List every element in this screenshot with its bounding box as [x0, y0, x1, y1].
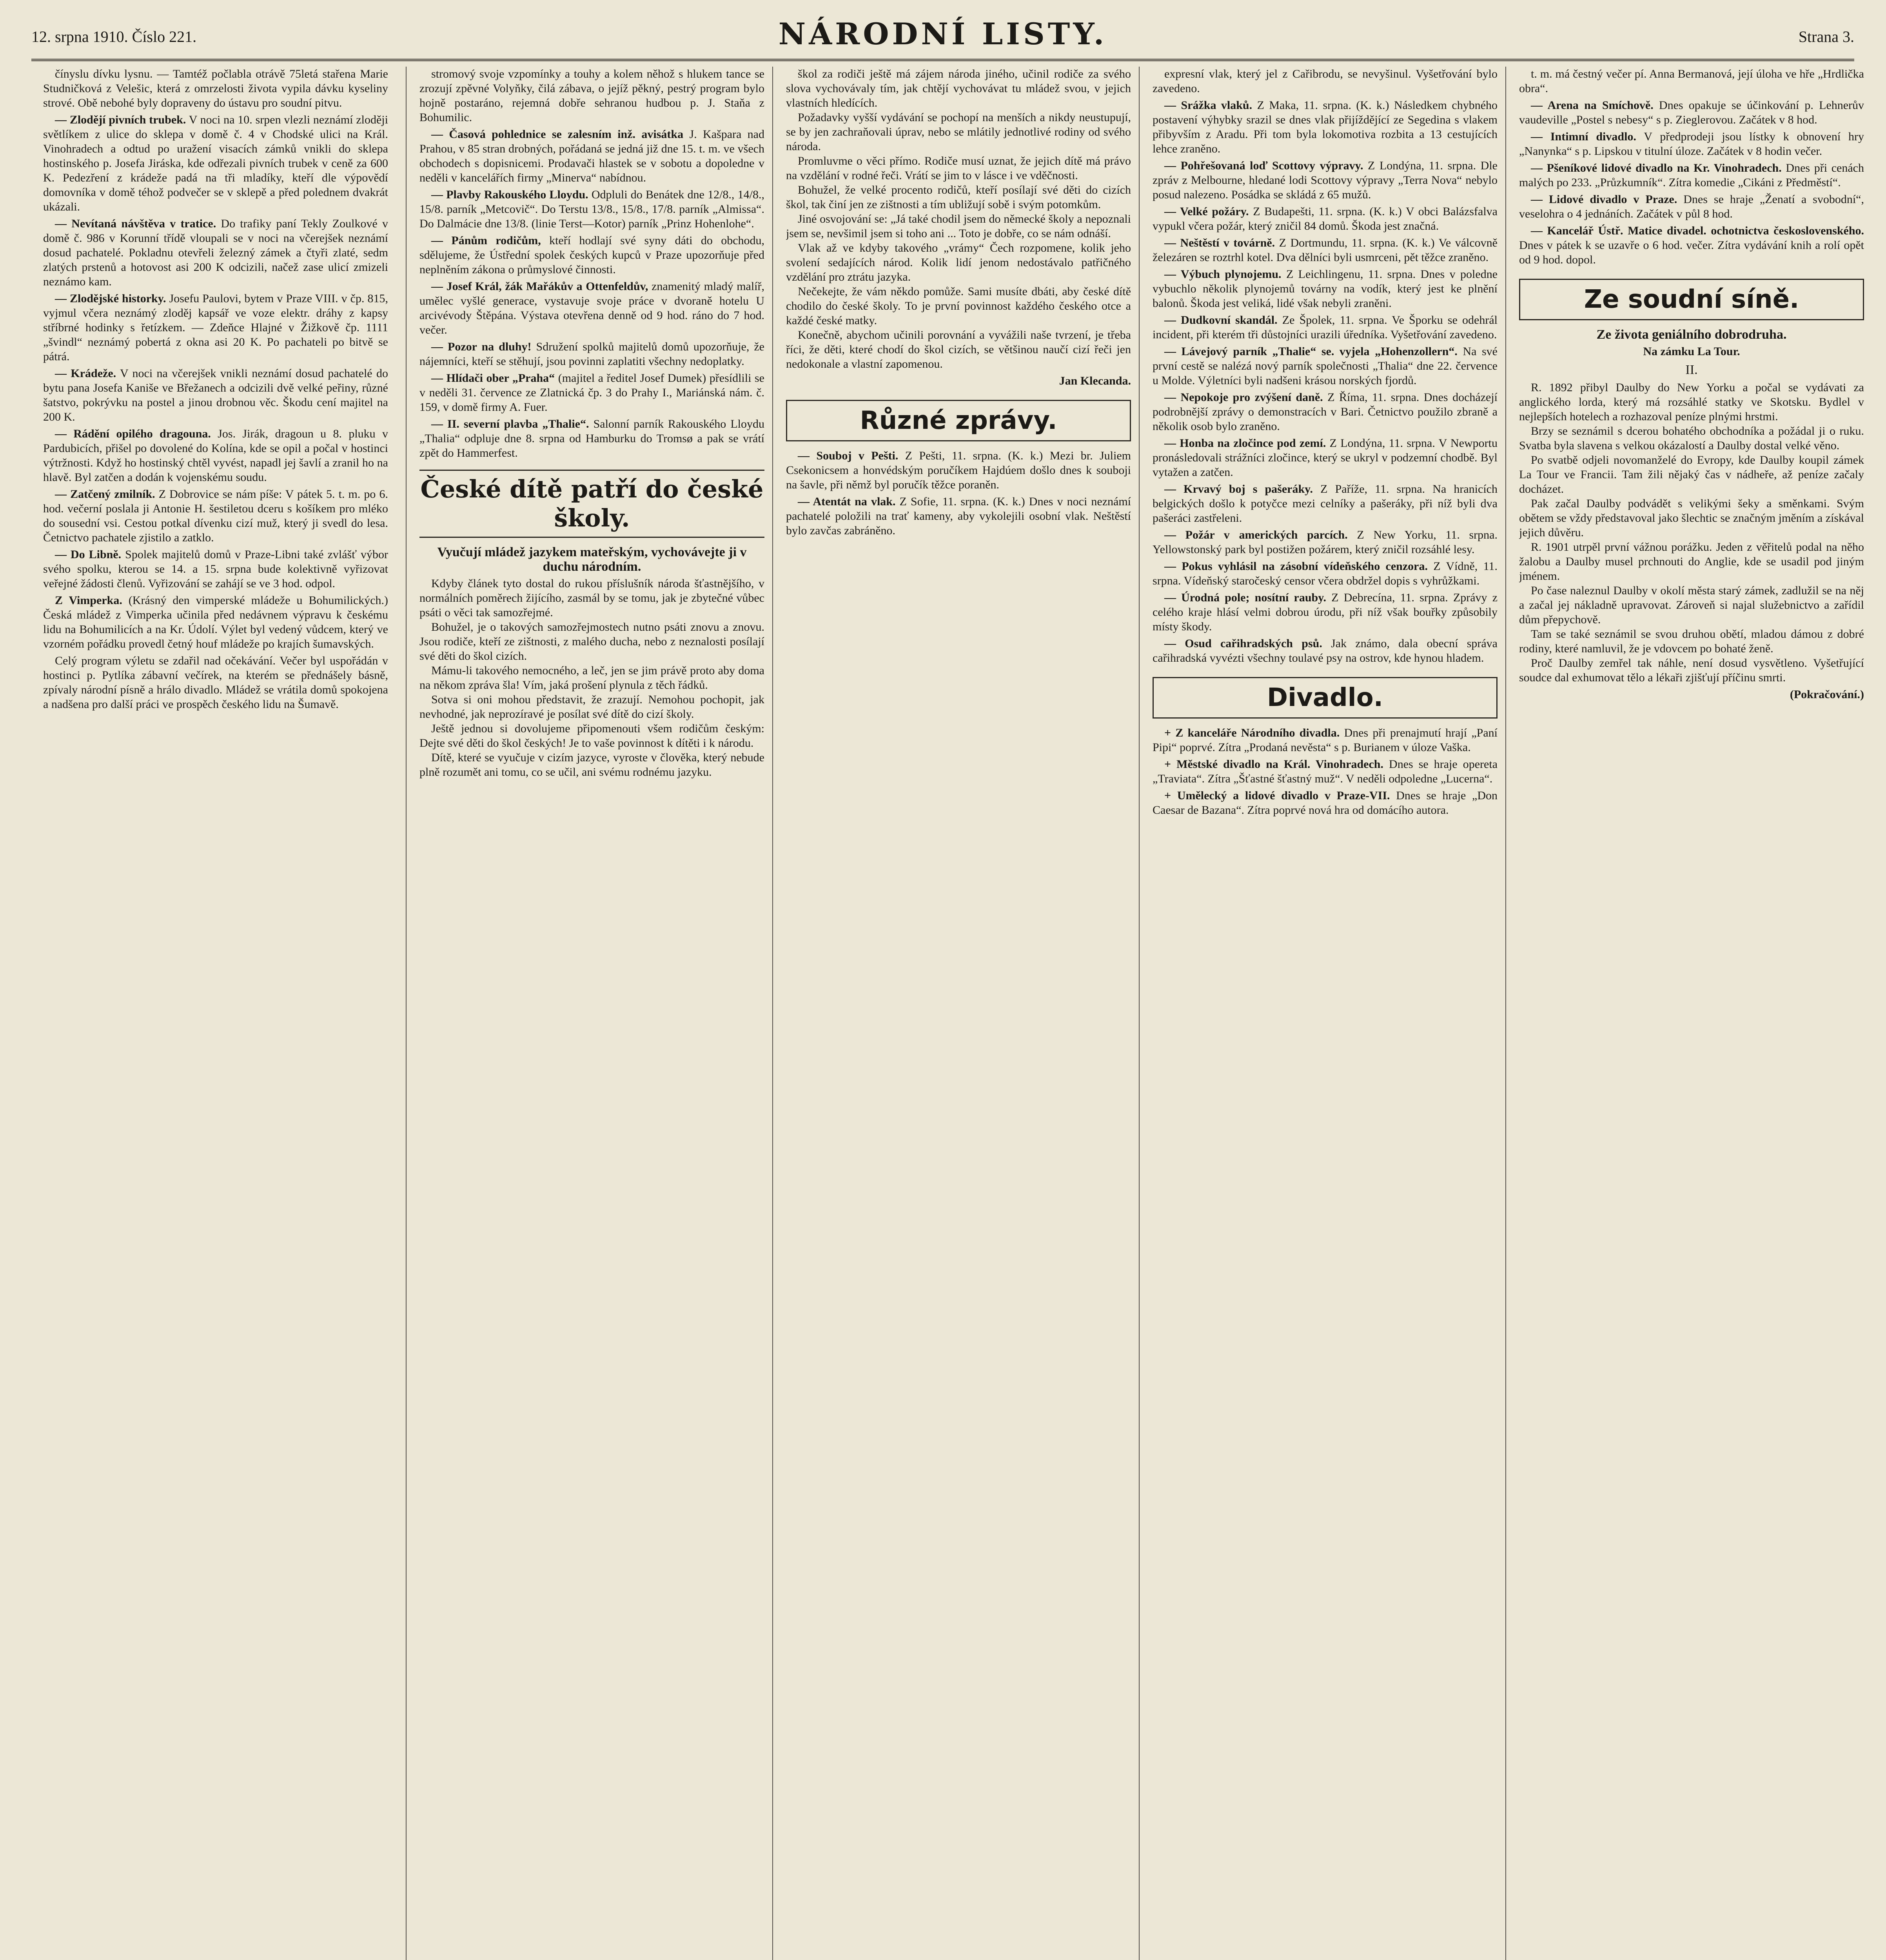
story-paragraph: Po čase naleznul Daulby v okolí města starý zámek, zadlužil se na něj a začal jej nákladně upravovat. Zároveň si najal služebnictvo a zařídil dům přepychově. [1519, 584, 1864, 626]
page-number: Strana 3. [1798, 28, 1854, 45]
news-item: — Dudkovní skandál. Ze Špolek, 11. srpna. Ve Šporku se odehrál incident, při kterém tři důstojníci urazili úředníka. Vyšetřování zavedeno. [1153, 314, 1498, 341]
article-paragraph: Mámu-li takového nemocného, a leč, jen se jim právě proto aby doma na někom zpráva šla! Vím, jaká prošení plynula z těch řádků. [419, 664, 764, 691]
article-paragraph: Nečekejte, že vám někdo pomůže. Sami musíte dbáti, aby české dítě chodilo do české školy. To je první povinnost každého českého otce a každé české matky. [786, 285, 1131, 327]
news-item: — Zlodějí pivních trubek. V noci na 10. srpen vlezli neznámí zloději světlíkem z ulice do sklepa v domě č. 4 v Chodské ulici na Král. Vinohradech a odtud po uražení visacích zámků vnikli do sklepa hostinského p. Josefa Jiráska, kde odřezali pivních trubek v ceně za 600 K. Pedezření z krádeže padá na tři mladíky, kteří dle výpovědí domovníka v domě téhož podvečer se v sklepě a před polednem dvakrát ukázali. [43, 113, 388, 213]
news-item: — Souboj v Pešti. Z Pešti, 11. srpna. (K. k.) Mezi br. Juliem Csekonicsem a honvédským poručíkem Hajdúem došlo dnes k souboji na šavle, při němž byl poručík těžce poraněn. [786, 449, 1131, 491]
story-subtitle: Na zámku La Tour. [1643, 345, 1740, 358]
theatre-item: — Kancelář Ústř. Matice divadel. ochotnictva československého. Dnes v pátek k se uzavře o 6 hod. večer. Zítra vydávání knih a rolí opět od 9 hod. dopol. [1519, 224, 1864, 266]
article-paragraph: Ještě jednou si dovolujeme připomenouti všem rodičům českým: Dejte své děti do škol českých! Je to vaše povinnost k dítěti i k národu. [419, 722, 764, 750]
news-item: — Velké požáry. Z Budapešti, 11. srpna. (K. k.) V obci Balázsfalva vypukl včera požár, který zničil 84 domů. Škoda jest značná. [1153, 205, 1498, 232]
column-1 [43, 67, 388, 1960]
story-paragraph: Brzy se seznámil s dcerou bohatého obchodníka a požádal ji o ruku. Svatba byla slavena s velkou okázalostí a Daulby dostal velké věno. [1519, 425, 1864, 452]
theatre-item: — Pšeníkové lidové divadlo na Kr. Vinohradech. Dnes při cenách malých po 233. „Průzkumník“. Zítra komedie „Cikáni z Předměstí“. [1519, 162, 1864, 189]
section-heading: Divadlo. [1153, 677, 1498, 719]
article-headline: České dítě patří do české školy. [419, 470, 764, 538]
column-divider [406, 67, 407, 1960]
news-item: — Časová pohlednice se zalesním inž. avisátka J. Kašpara nad Prahou, v 85 stran drobných, pořádaná se jedná již dne 15. t. m. ve všech obchodech s dopisnicemi. Prodavači hlastek se v sobotu a dopoledne v neděli v kancelářích firmy „Minerva“ nabídnou. [419, 128, 764, 184]
article-paragraph: Kdyby článek tyto dostal do rukou příslušník národa šťastnějšího, v normálních poměrech žijícího, zasmál by se tomu, jak je zbytečné vůbec psáti o věci tak samozřejmé. [419, 577, 764, 619]
article-signature: Jan Klecanda. [1059, 374, 1131, 387]
story-paragraph: Tam se také seznámil se svou druhou obětí, mladou dámou z dobré rodiny, které namluvil, že je vdovcem po bohaté ženě. [1519, 628, 1864, 655]
news-item: — Osud cařihradských psů. Jak známo, dala obecní správa cařihradská vyvézti všechny toulavé psy na ostrov, kde hynou hladem. [1153, 637, 1498, 664]
continuation-note: (Pokračování.) [1790, 688, 1864, 701]
theatre-item: — Lidové divadlo v Praze. Dnes se hraje „Ženatí a svobodní“, veselohra o 4 jednáních. Začátek v půl 8 hod. [1519, 193, 1864, 220]
newspaper-title: NÁRODNÍ LISTY. [778, 16, 1107, 51]
news-item: — Hlídači ober „Praha“ (majitel a ředitel Josef Dumek) přesídlili se v neděli 31. července ze Zlatnická čp. 3 do Prahy I., Mariánská nám. č. 159, v domě firmy A. Fuer. [419, 372, 764, 414]
story-paragraph: R. 1892 přibyl Daulby do New Yorku a počal se vydávati za anglického lorda, který má rozsáhlé statky ve Skotsku. Bydlel v nejlepších hotelech a rozhazoval peníze plnými hrstmi. [1519, 381, 1864, 423]
news-item: — Nevítaná návštěva v tratice. Do trafiky paní Tekly Zoulkové v domě č. 986 v Korunní třídě vloupali se v noci na včerejšek neznámí dosud pachatelé. Pokladnu otevřeli železný zámek a čtyři zlaté, sedm zlatých prstenů a hotovost asi 200 K odcizili, načež zase ulicí zmizeli neznámo kam. [43, 217, 388, 288]
column-divider [1139, 67, 1140, 1960]
column-2 [419, 67, 764, 1960]
news-item: — Plavby Rakouského Lloydu. Odpluli do Benátek dne 12/8., 14/8., 15/8. parník „Metcovič“. Do Terstu 13/8., 15/8., 17/8. parník „Almissa“. Do Dalmácie dne 13/8. (linie Terst—Kotor) parník „Prinz Hohenlohe“. [419, 188, 764, 230]
story-paragraph: Po svatbě odjeli novomanželé do Evropy, kde Daulby koupil zámek La Tour ve Francii. Tam žili nějaký čas v nádheře, až peníze začaly docházet. [1519, 454, 1864, 495]
masthead [31, 12, 1854, 61]
theatre-item: + Z kanceláře Národního divadla. Dnes při prenajmutí hrají „Paní Pipi“ poprvé. Zítra „Prodaná nevěsta“ s p. Burianem v úloze Vaška. [1153, 726, 1498, 754]
issue-date: 12. srpna 1910. Číslo 221. [31, 28, 197, 45]
news-item: — Pozor na dluhy! Sdružení spolků majitelů domů upozorňuje, že nájemníci, kteří se stěhují, jsou povinni zaplatiti všechny nedoplatky. [419, 340, 764, 368]
chapter-number: II. [1685, 363, 1698, 377]
article-paragraph: Vlak až ve kdyby takového „vrámy“ Čech rozpomene, kolik jeho svolení sedajících národ. Kolik lidí jenom nedostávalo patřičného vzdělání pro ztrátu jazyka. [786, 241, 1131, 283]
news-item: — Zatčený zmilník. Z Dobrovice se nám píše: V pátek 5. t. m. po 6. hod. večerní poslala ji Antonie H. šestiletou dceru s košíkem pro mléko do sousední vsi. Cestou potkal dívenku cizí muž, který ji svedl do lesa. Četnictvo pachatele zjistilo a zatklo. [43, 488, 388, 544]
theatre-item: + Městské divadlo na Král. Vinohradech. Dnes se hraje opereta „Traviata“. Zítra „Šťastné šťastný muž“. V neděli odpoledne „Lucerna“. [1153, 758, 1498, 785]
news-item: — Srážka vlaků. Z Maka, 11. srpna. (K. k.) Následkem chybného postavení výhybky srazil se dnes vlak přijíždějící ze Segedina s vlakem přibyvším z Aradu. Při tom byla lokomotiva rozbita a 13 cestujících lehce zraněno. [1153, 99, 1498, 155]
news-item: — II. severní plavba „Thalie“. Salonní parník Rakouského Lloydu „Thalia“ odpluje dne 8. srpna od Hamburku do Tromsø a pak se vrátí zpět do Hammerfest. [419, 417, 764, 459]
news-item: — Zlodějské historky. Josefu Paulovi, bytem v Praze VIII. v čp. 815, vyjmul včera neznámý zloděj kapsář ve voze elektr. dráhy z kapsy stříbrné hodinky s řetízkem. — Zdeňce Hlajné v Žižkově čp. 1111 „švindl“ neznámý pobertá z okna asi 20 K. Po pachateli po bitvě se pátrá. [43, 292, 388, 363]
news-item: — Atentát na vlak. Z Sofie, 11. srpna. (K. k.) Dnes v noci neznámí pachatelé položili na trať kameny, aby vykolejili osobní vlak. Neštěstí bylo zavčas zabráněno. [786, 495, 1131, 537]
news-item: čínyslu dívku lysnu. — Tamtéž počlabla otrávě 75letá stařena Marie Studničková z Velešic, která z omrzelosti života vypila dávku kyseliny strové. Obě nebohé byly dopraveny do ústavu pro soudní pitvu. [43, 67, 388, 109]
section-heading: Různé zprávy. [786, 400, 1131, 441]
news-item: — Do Libně. Spolek majitelů domů v Praze-Libni také zvlášť výbor svého spolku, kterou se 14. a 15. srpna bude kolektivně vyřizovat veřejné žádosti členů. Vyřizování se zahájí se ve 3 hod. odpol. [43, 548, 388, 590]
story-paragraph: Pak začal Daulby podvádět s velikými šeky a směnkami. Svým obětem se vždy představoval jako šlechtic se značným jměním a získával jejich důvěru. [1519, 497, 1864, 539]
article-paragraph: Bohužel, je o takových samozřejmostech nutno psáti znovu a znovu. Jsou rodiče, kteří ze zištnosti, z malého ducha, nebo z neznalosti posílají své děti do škol cizích. [419, 621, 764, 662]
news-item: Z Vimperka. (Krásný den vimperské mládeže u Bohumilických.) Česká mládež z Vimperka učinila před nedávnem výpravu k českému lidu na Bohumilicích a na Kr. Údolí. Výlet byl vedený vůdcem, který ve vzorném pořádku provedl četný houf mládeže po krajích šumavských. [43, 594, 388, 650]
article-paragraph: Konečně, abychom učinili porovnání a vyvážili naše tvrzení, je třeba říci, že děti, které chodí do škol cizích, se většinou naučí cizí řeči jen nedokonale a vlastní zapomenou. [786, 328, 1131, 370]
article-paragraph: Sotva si oni mohou představit, že zrazují. Nemohou pochopit, jak nevhodné, jak neprozíravé je posílat své dítě do cizí školy. [419, 693, 764, 720]
story-paragraph: Proč Daulby zemřel tak náhle, není dosud vysvětleno. Vyšetřující soudce dal exhumovat tělo a lékaři zjišťují příčinu smrti. [1519, 657, 1864, 684]
news-item: — Úrodná pole; nosítní rauby. Z Debrecína, 11. srpna. Zprávy z celého kraje hlásí velmi dobrou úrodu, při níž však bouřky způsobily místy škody. [1153, 591, 1498, 633]
news-item: — Josef Král, žák Mařákův a Ottenfeldův, znamenitý mladý malíř, umělec vyšlé generace, vystavuje svoje práce v dvoraně hotelu U arcivévody Štěpána. Výstava otevřena denně od 9 hod. ráno do 7 hod. večer. [419, 280, 764, 336]
news-item: — Pokus vyhlásil na zásobní vídeňského cenzora. Z Vídně, 11. srpna. Vídeňský staročeský censor včera obdržel dopis s vyhrůžkami. [1153, 560, 1498, 587]
news-item: — Lávejový parník „Thalie“ se. vyjela „Hohenzollern“. Na své první cestě se nalézá nový parník společnosti „Thalia“ dne 22. července u Molde. Výletníci byli nadšeni krásou norských fjordů. [1153, 345, 1498, 387]
article-paragraph: Požadavky vyšší vydávání se pochopí na menších a nikdy neustupují, se by jen zachraňovali úprav, nebo se mlátily jednotlivé rodiny od svého národa. [786, 111, 1131, 153]
news-item: — Krádeže. V noci na včerejšek vnikli neznámí dosud pachatelé do bytu pana Josefa Kaniše ve Břežanech a odcizili dvě velké peřiny, různé šatstvo, pokrývku na postel a jinou drobnou věc. Škodu cení majitel na 200 K. [43, 367, 388, 423]
news-item: — Požár v amerických parcích. Z New Yorku, 11. srpna. Yellowstonský park byl postižen požárem, který zničil rozsáhlé lesy. [1153, 528, 1498, 556]
news-item: — Pohřešovaná loď Scottovy výpravy. Z Londýna, 11. srpna. Dle zpráv z Melbourne, hledané lodi Scottovy výpravy „Terra Nova“ nebylo posud nalezeno. Posádka se skládá z 65 mužů. [1153, 159, 1498, 201]
news-item: stromový svoje vzpomínky a touhy a kolem něhož s hlukem tance se zrozují zpěvné Volyňky, čilá zábava, o jejíž pěkný, pestrý program bylo hojně postaráno, rejemná dobře sehranou hudbou p. J. Staňa z Bohumilic. [419, 67, 764, 124]
news-item: — Honba na zločince pod zemí. Z Londýna, 11. srpna. V Newportu pronásledovali strážníci zločince, který se ukryl v podzemní chodbě. Byl vytažen a zatčen. [1153, 437, 1498, 479]
theatre-item: + Umělecký a lidové divadlo v Praze-VII. Dnes se hraje „Don Caesar de Bazana“. Zítra poprvé nová hra od domácího autora. [1153, 789, 1498, 817]
news-item: — Nepokoje pro zvýšení daně. Z Říma, 11. srpna. Dnes docházejí podrobnější zprávy o demonstracích v Bari. Četnictvo použilo zbraně a několik osob bylo zraněno. [1153, 391, 1498, 433]
theatre-item: — Arena na Smíchově. Dnes opakuje se účinkování p. Lehnerův vaudeville „Postel s nebesy“ s p. Zieglerovou. Začátek v 8 hod. [1519, 99, 1864, 126]
article-subheadline: Vyučují mládež jazykem mateřským, vychovávejte ji v duchu národním. [437, 545, 747, 574]
column-3 [786, 67, 1131, 1960]
theatre-item: — Intimní divadlo. V předprodeji jsou lístky k obnovení hry „Nanynka“ s p. Lipskou v titulní úloze. Začátek v 8 hodin večer. [1519, 130, 1864, 158]
article-paragraph: Promluvme o věci přímo. Rodiče musí uznat, že jejich dítě má právo na vzdělání v rodné řeči. Vrátí se jim to v lásce i ve vděčnosti. [786, 154, 1131, 182]
column-divider [772, 67, 773, 1960]
theatre-item: t. m. má čestný večer pí. Anna Bermanová, její úloha ve hře „Hrdlička obra“. [1519, 67, 1864, 95]
news-item: Celý program výletu se zdařil nad očekávání. Večer byl uspořádán v hostinci p. Pytlíka zábavní večírek, na kterém se přednášely básně, zpívaly národní písně a hrálo divadlo. Mládež se vrátila domů spokojena a nadšena pro další práci ve prospěch českého lidu na Šumavě. [43, 654, 388, 711]
section-heading: Ze soudní síně. [1519, 279, 1864, 320]
news-item: expresní vlak, který jel z Cařibrodu, se nevyšinul. Vyšetřování bylo zavedeno. [1153, 67, 1498, 95]
column-5 [1519, 67, 1864, 1960]
news-item: — Krvavý boj s pašeráky. Z Paříže, 11. srpna. Na hranicích belgických došlo k potyčce mezi celníky a pašeráky, při níž byli dva pašeráci zastřeleni. [1153, 483, 1498, 524]
article-paragraph: Dítě, které se vyučuje v cizím jazyce, vyroste v člověka, který nebude plně rozumět ani tomu, co se učil, ani svému rodnému jazyku. [419, 751, 764, 779]
article-paragraph: Bohužel, že velké procento rodičů, kteří posílají své děti do cizích škol, tak činí jen ze zištnosti a tím ubližují sobě i svým potomkům. [786, 183, 1131, 211]
article-paragraph: škol za rodiči ještě má zájem národa jiného, učinil rodiče za svého slova vychovávaly tím, jak chtějí vychovávat tu mládež svou, v jejich vlastních hledících. [786, 67, 1131, 109]
column-4 [1153, 67, 1498, 1960]
news-item: — Výbuch plynojemu. Z Leichlingenu, 11. srpna. Dnes v poledne vybuchlo několik plynojemů továrny na vodík, který jest ke plnění balonů. Škoda jest veliká, lidé však nebyli zraněni. [1153, 268, 1498, 310]
article-paragraph: Jiné osvojování se: „Já také chodil jsem do německé školy a nepoznali jsem se, nevšimil jsem si toho ani ... Toto je dobře, co se nám odnáší. [786, 212, 1131, 240]
story-paragraph: R. 1901 utrpěl první vážnou porážku. Jeden z věřitelů podal na něho žalobu a Daulby musel prchnouti do Anglie, kde se usadil pod jiným jménem. [1519, 541, 1864, 583]
column-divider [1505, 67, 1506, 1960]
news-item: — Neštěstí v továrně. Z Dortmundu, 11. srpna. (K. k.) Ve válcovně železáren se roztrhl kotel. Dva dělníci byli usmrceni, pět těžce zraněno. [1153, 236, 1498, 264]
news-item: — Pánům rodičům, kteří hodlají své syny dáti do obchodu, sdělujeme, že Ústřední spolek českých kupců v Praze upozorňuje před neplněním zákona o průmyslové činnosti. [419, 234, 764, 276]
news-item: — Rádění opilého dragouna. Jos. Jirák, dragoun u 8. pluku v Pardubicích, přišel po dovolené do Kolína, kde se opil a počal v hostinci výtržnosti. Když ho hostinský chtěl vyvést, napadl jej šavlí a zranil ho na hlavě. Byl zatčen a dodán k vojenskému soudu. [43, 427, 388, 484]
story-title: Ze života geniálního dobrodruha. [1596, 327, 1787, 342]
